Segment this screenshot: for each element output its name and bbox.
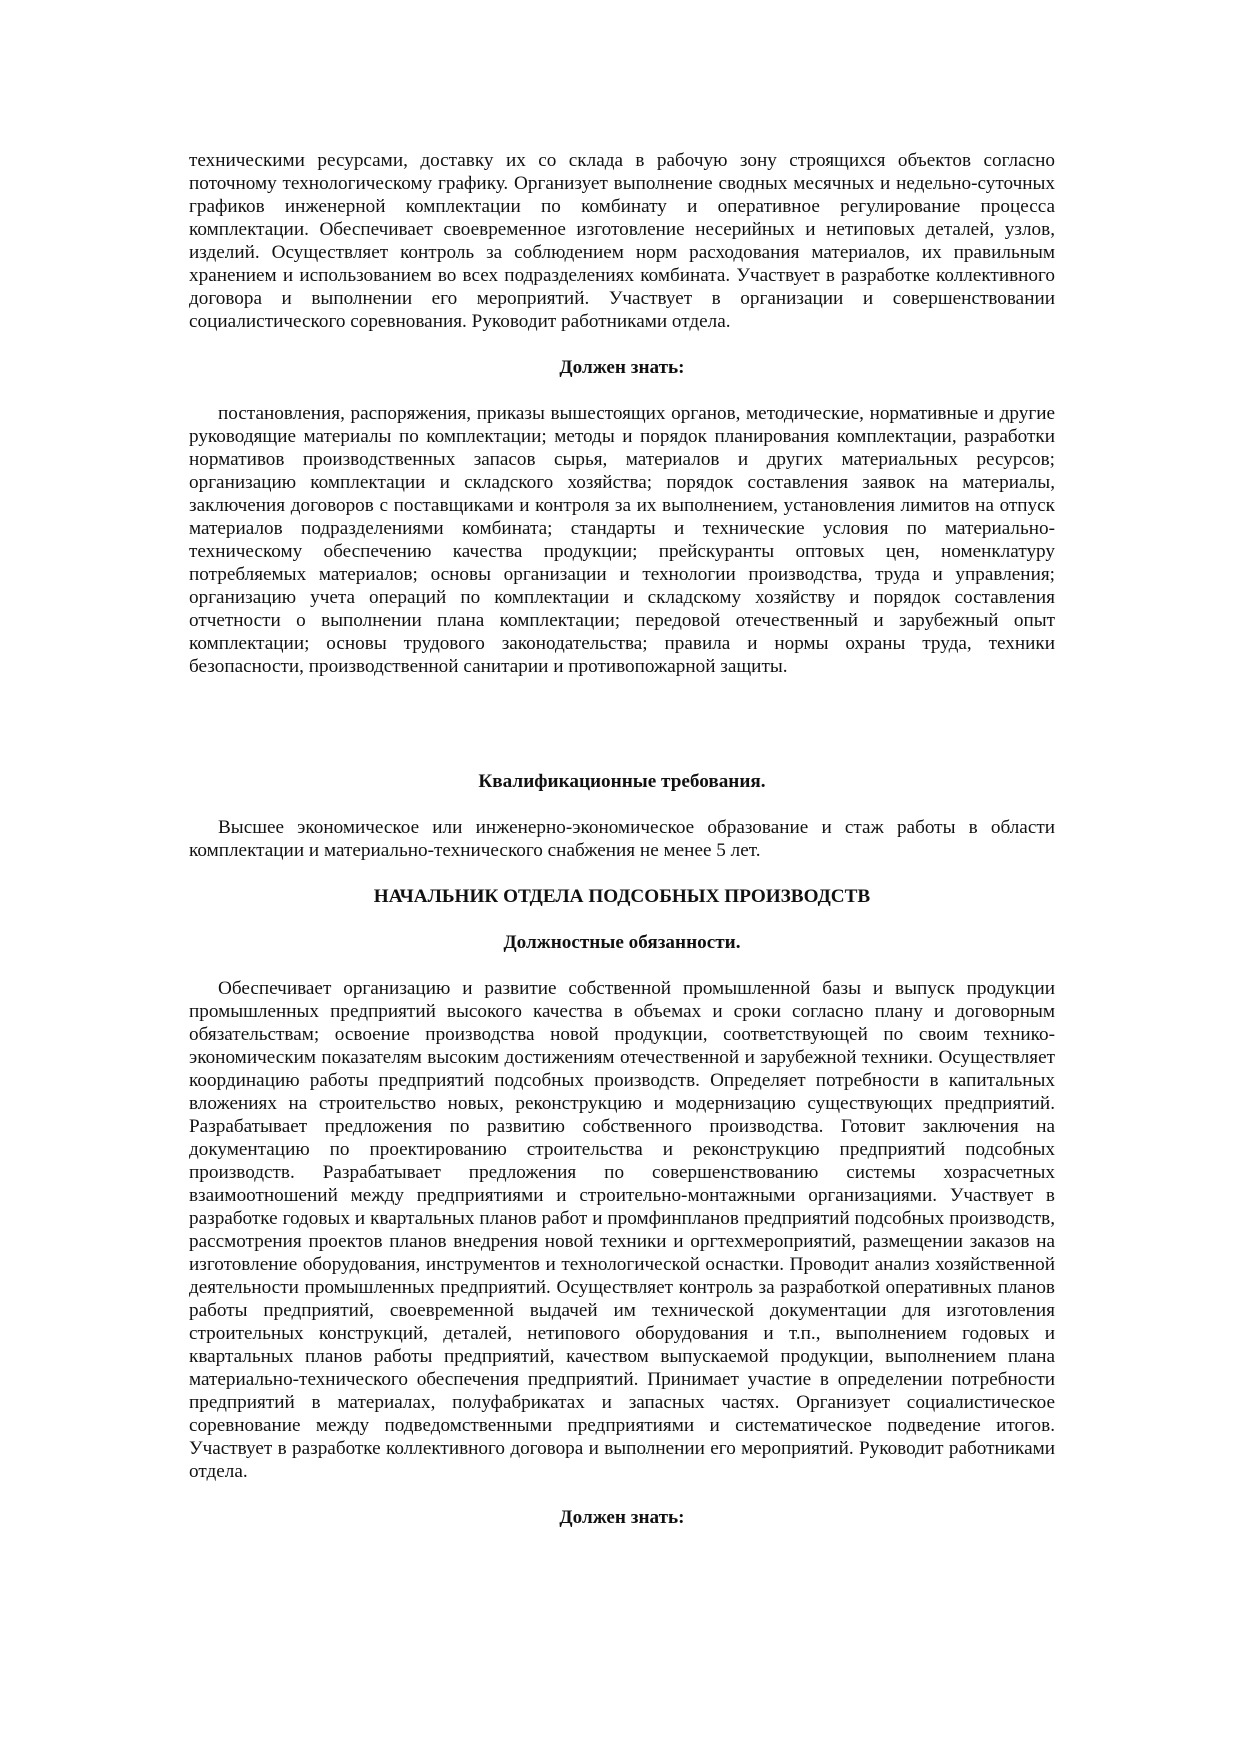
heading-must-know: Должен знать:	[559, 357, 685, 378]
spacer	[189, 678, 1055, 770]
spacer	[189, 862, 1055, 885]
heading-position-title: НАЧАЛЬНИК ОТДЕЛА ПОДСОБНЫХ ПРОИЗВОДСТВ	[373, 886, 871, 907]
paragraph-duties-continued: техническими ресурсами, доставку их со склада в рабочую зону строящихся объектов согласно поточному технологическому графику. Организует выполнение сводных месячных и недельно-суточных графиков инженерной комплектации по комбинату и оперативное регулирование процесса комплектации. Обеспечивает своевременное изготовление несерийных и нетиповых деталей, узлов, изделий. Осуществляет контроль за соблюдением норм расходования материалов, их правильным хранением и использованием во всех подразделениях комбината. Участвует в разработке коллективного договора и выполнении его мероприятий. Участвует в организации и совершенствовании социалистического соревнования. Руководит работниками отдела.	[189, 150, 1055, 332]
heading-qualification-requirements: Квалификационные требования.	[478, 771, 766, 792]
spacer	[189, 379, 1055, 402]
paragraph-job-duties: Обеспечивает организацию и развитие собственной промышленной базы и выпуск продукции промышленных предприятий высокого качества в объемах и сроки согласно плану и договорным обязательствам; освоение производства новой продукции, соответствующей по своим технико-экономическим показателям высоким достижениям отечественной и зарубежной техники. Осуществляет координацию работы предприятий подсобных производств. Определяет потребности в капитальных вложениях на строительство новых, реконструкцию и модернизацию существующих предприятий. Разрабатывает предложения по развитию собственного производства. Готовит заключения на документацию по проектированию строительства и реконструкцию предприятий подсобных производств. Разрабатывает предложения по совершенствованию системы хозрасчетных взаимоотношений между предприятиями и строительно-монтажными организациями. Участвует в разработке годовых и квартальных планов работ и промфинпланов предприятий подсобных производств, рассмотрения проектов планов внедрения новой техники и оргтехмероприятий, размещении заказов на изготовление оборудования, инструментов и технологической оснастки. Проводит анализ хозяйственной деятельности промышленных предприятий. Осуществляет контроль за разработкой оперативных планов работы предприятий, своевременной выдачей им технической документации для изготовления строительных конструкций, деталей, нетипового оборудования и т.п., выполнением годовых и квартальных планов работы предприятий, качеством выпускаемой продукции, выполнением плана материально-технического обеспечения предприятий. Принимает участие в определении потребности предприятий в материалах, полуфабрикатах и запасных частях. Организует социалистическое соревнование между подведомственными предприятиями и систематическое подведение итогов. Участвует в разработке коллективного договора и выполнении его мероприятий. Руководит работниками отдела.	[189, 978, 1055, 1482]
document-page	[189, 149, 1055, 1529]
spacer	[189, 793, 1055, 816]
heading-job-duties: Должностные обязанности.	[503, 932, 741, 953]
spacer	[189, 1483, 1055, 1506]
spacer	[189, 954, 1055, 977]
paragraph-qualification-requirements: Высшее экономическое или инженерно-экономическое образование и стаж работы в области комплектации и материально-технического снабжения не менее 5 лет.	[189, 817, 1055, 861]
spacer	[189, 908, 1055, 931]
heading-must-know-2: Должен знать:	[559, 1507, 685, 1528]
spacer	[189, 333, 1055, 356]
paragraph-must-know: постановления, распоряжения, приказы вышестоящих органов, методические, нормативные и другие руководящие материалы по комплектации; методы и порядок планирования комплектации, разработки нормативов производственных запасов сырья, материалов и других материальных ресурсов; организацию комплектации и складского хозяйства; порядок составления заявок на материалы, заключения договоров с поставщиками и контроля за их выполнением, установления лимитов на отпуск материалов подразделениями комбината; стандарты и технические условия по материально-техническому обеспечению качества продукции; прейскуранты оптовых цен, номенклатуру потребляемых материалов; основы организации и технологии производства, труда и управления; организацию учета операций по комплектации и складскому хозяйству и порядок составления отчетности о выполнении плана комплектации; передовой отечественный и зарубежный опыт комплектации; основы трудового законодательства; правила и нормы охраны труда, техники безопасности, производственной санитарии и противопожарной защиты.	[189, 403, 1055, 677]
